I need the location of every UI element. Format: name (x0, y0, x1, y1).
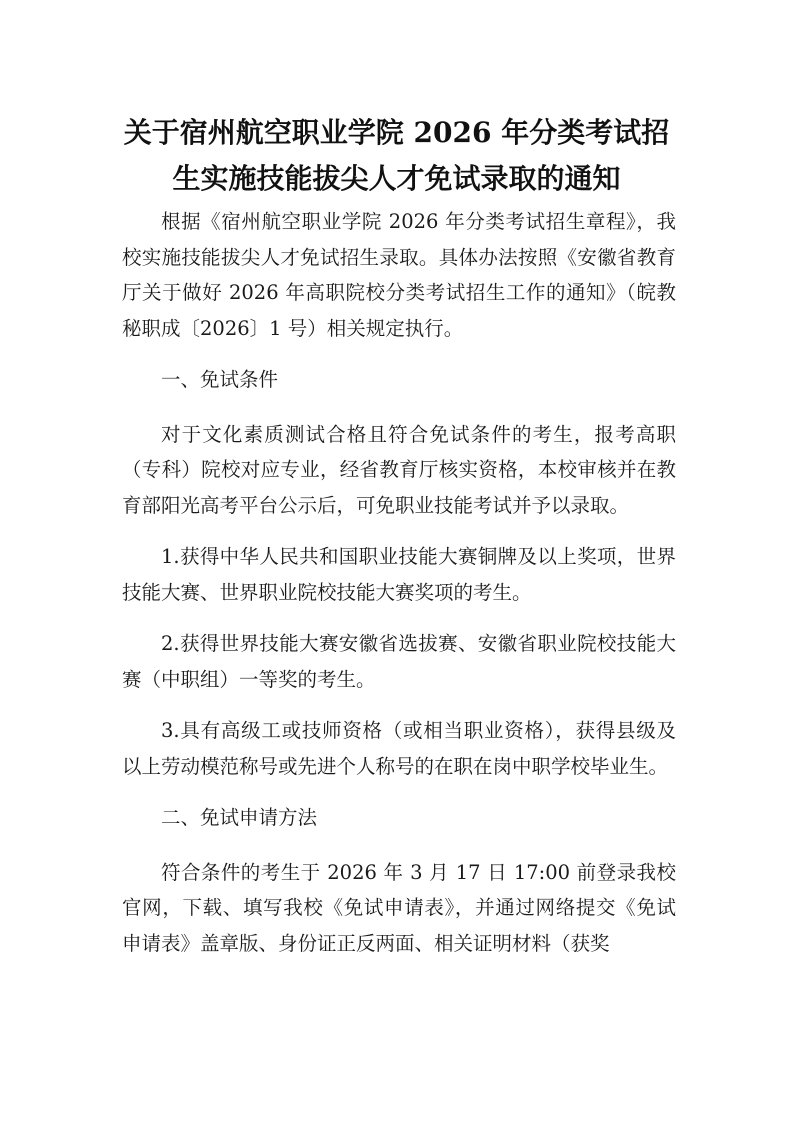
document-title-line-1: 关于宿州航空职业学院 2026 年分类考试招 (123, 116, 670, 149)
condition-item-1: 1.获得中华人民共和国职业技能大赛铜牌及以上奖项，世界技能大赛、世界职业院校技能大赛奖项的考生。 (122, 545, 676, 604)
document-title-line-2: 生实施技能拔尖人才免试录取的通知 (172, 162, 621, 195)
condition-item-3: 3.具有高级工或技师资格（或相当职业资格），获得县级及以上劳动模范称号或先进个人称号的在职在岗中职学校毕业生。 (122, 719, 676, 778)
application-paragraph: 符合条件的考生于 2026 年 3 月 17 日 17:00 前登录我校官网，下载、填写我校《免试申请表》，并通过网络提交《免试申请表》盖章版、身份证正反两面、相关证明材料（获奖 (122, 860, 676, 955)
section-heading-application-method: 二、免试申请方法 (161, 806, 318, 829)
intro-paragraph: 根据《宿州航空职业学院 2026 年分类考试招生章程》，我校实施技能拔尖人才免试招生录取。具体办法按照《安徽省教育厅关于做好 2026 年高职院校分类考试招生工作的通知》（皖教秘职成〔2026〕1 号）相关规定执行。 (122, 210, 676, 340)
conditions-paragraph: 对于文化素质测试合格且符合免试条件的考生，报考高职（专科）院校对应专业，经省教育厅核实资格，本校审核并在教育部阳光高考平台公示后，可免职业技能考试并予以录取。 (122, 422, 676, 517)
section-heading-exemption-conditions: 一、免试条件 (161, 368, 279, 391)
document-body (122, 204, 676, 977)
condition-item-2: 2.获得世界技能大赛安徽省选拔赛、安徽省职业院校技能大赛（中职组）一等奖的考生。 (122, 632, 676, 691)
